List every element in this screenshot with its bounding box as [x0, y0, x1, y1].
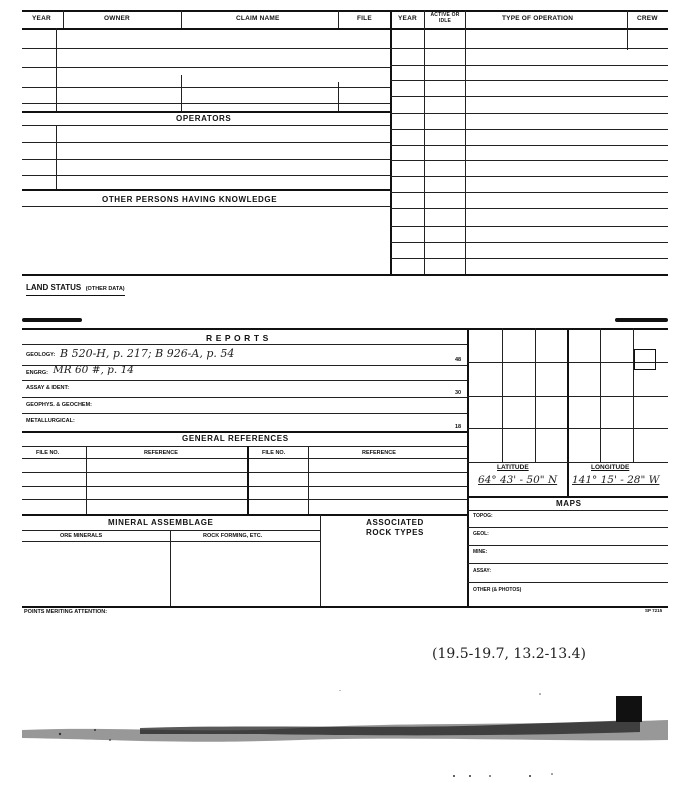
land-status-sublabel: (OTHER DATA)	[85, 286, 125, 292]
ore-minerals-header: ORE MINERALS	[60, 533, 103, 539]
metallurgical-number: 18	[455, 424, 462, 430]
associated-rock-types: ASSOCIATED ROCK TYPES	[365, 518, 424, 537]
latitude-label: LATITUDE	[497, 464, 529, 471]
ref-header-file-1: FILE NO.	[36, 450, 60, 456]
other-persons-label: OTHER PERSONS HAVING KNOWLEDGE	[102, 195, 278, 204]
points-meriting-attention: POINTS MERITING ATTENTION:	[24, 609, 108, 615]
assay-ident-label: ASSAY & IDENT:	[26, 385, 70, 391]
handwritten-note: (19.5-19.7, 13.2-13.4)	[432, 646, 586, 662]
mineral-assemblage-title: MINERAL ASSEMBLAGE	[108, 518, 214, 527]
header-active-idle: ACTIVE OR IDLE	[430, 12, 460, 24]
scan-noise-band	[0, 690, 678, 808]
latitude-value: 64° 43' - 50" N	[478, 474, 558, 486]
maps-topog: TOPOG:	[473, 513, 493, 519]
header-file: FILE	[357, 15, 372, 22]
general-references-title: GENERAL REFERENCES	[182, 434, 289, 443]
form-code: SP 7215	[645, 608, 663, 613]
scan-mark	[22, 318, 82, 322]
operators-label: OPERATORS	[176, 114, 232, 123]
maps-geol: GEOL:	[473, 531, 489, 537]
geology-value: B 520-H, p. 217; B 926-A, p. 54	[60, 347, 235, 360]
geology-number: 48	[455, 357, 462, 363]
assay-number: 30	[455, 390, 462, 396]
header-year: YEAR	[32, 15, 51, 22]
header-owner: OWNER	[104, 15, 130, 22]
land-status-label: LAND STATUS	[26, 283, 82, 292]
geology-label: GEOLOGY:	[26, 352, 56, 358]
longitude-value: 141° 15' - 28" W	[572, 474, 660, 486]
header-crew: CREW	[637, 15, 658, 22]
location-marker-box	[634, 349, 656, 370]
maps-mine: MINE:	[473, 549, 488, 555]
maps-title: MAPS	[556, 499, 582, 508]
ref-header-reference-1: REFERENCE	[144, 450, 178, 456]
maps-assay: ASSAY:	[473, 568, 492, 574]
engrg-value: MR 60 #, p. 14	[53, 364, 134, 376]
maps-other: OTHER (& PHOTOS)	[473, 587, 522, 593]
header-type-of-operation: TYPE OF OPERATION	[502, 15, 574, 22]
longitude-label: LONGITUDE	[591, 464, 630, 471]
scan-mark	[615, 318, 668, 322]
header-claim-name: CLAIM NAME	[236, 15, 280, 22]
ref-header-reference-2: REFERENCE	[362, 450, 396, 456]
land-status	[26, 277, 125, 296]
header-year-2: YEAR	[398, 15, 417, 22]
rock-forming-header: ROCK FORMING, ETC.	[203, 533, 263, 539]
ref-header-file-2: FILE NO.	[262, 450, 286, 456]
metallurgical-label: METALLURGICAL:	[26, 418, 75, 424]
reports-title: R E P O R T S	[206, 333, 269, 343]
engrg-label: ENGRG:	[26, 370, 48, 376]
geophys-label: GEOPHYS. & GEOCHEM:	[26, 402, 93, 408]
